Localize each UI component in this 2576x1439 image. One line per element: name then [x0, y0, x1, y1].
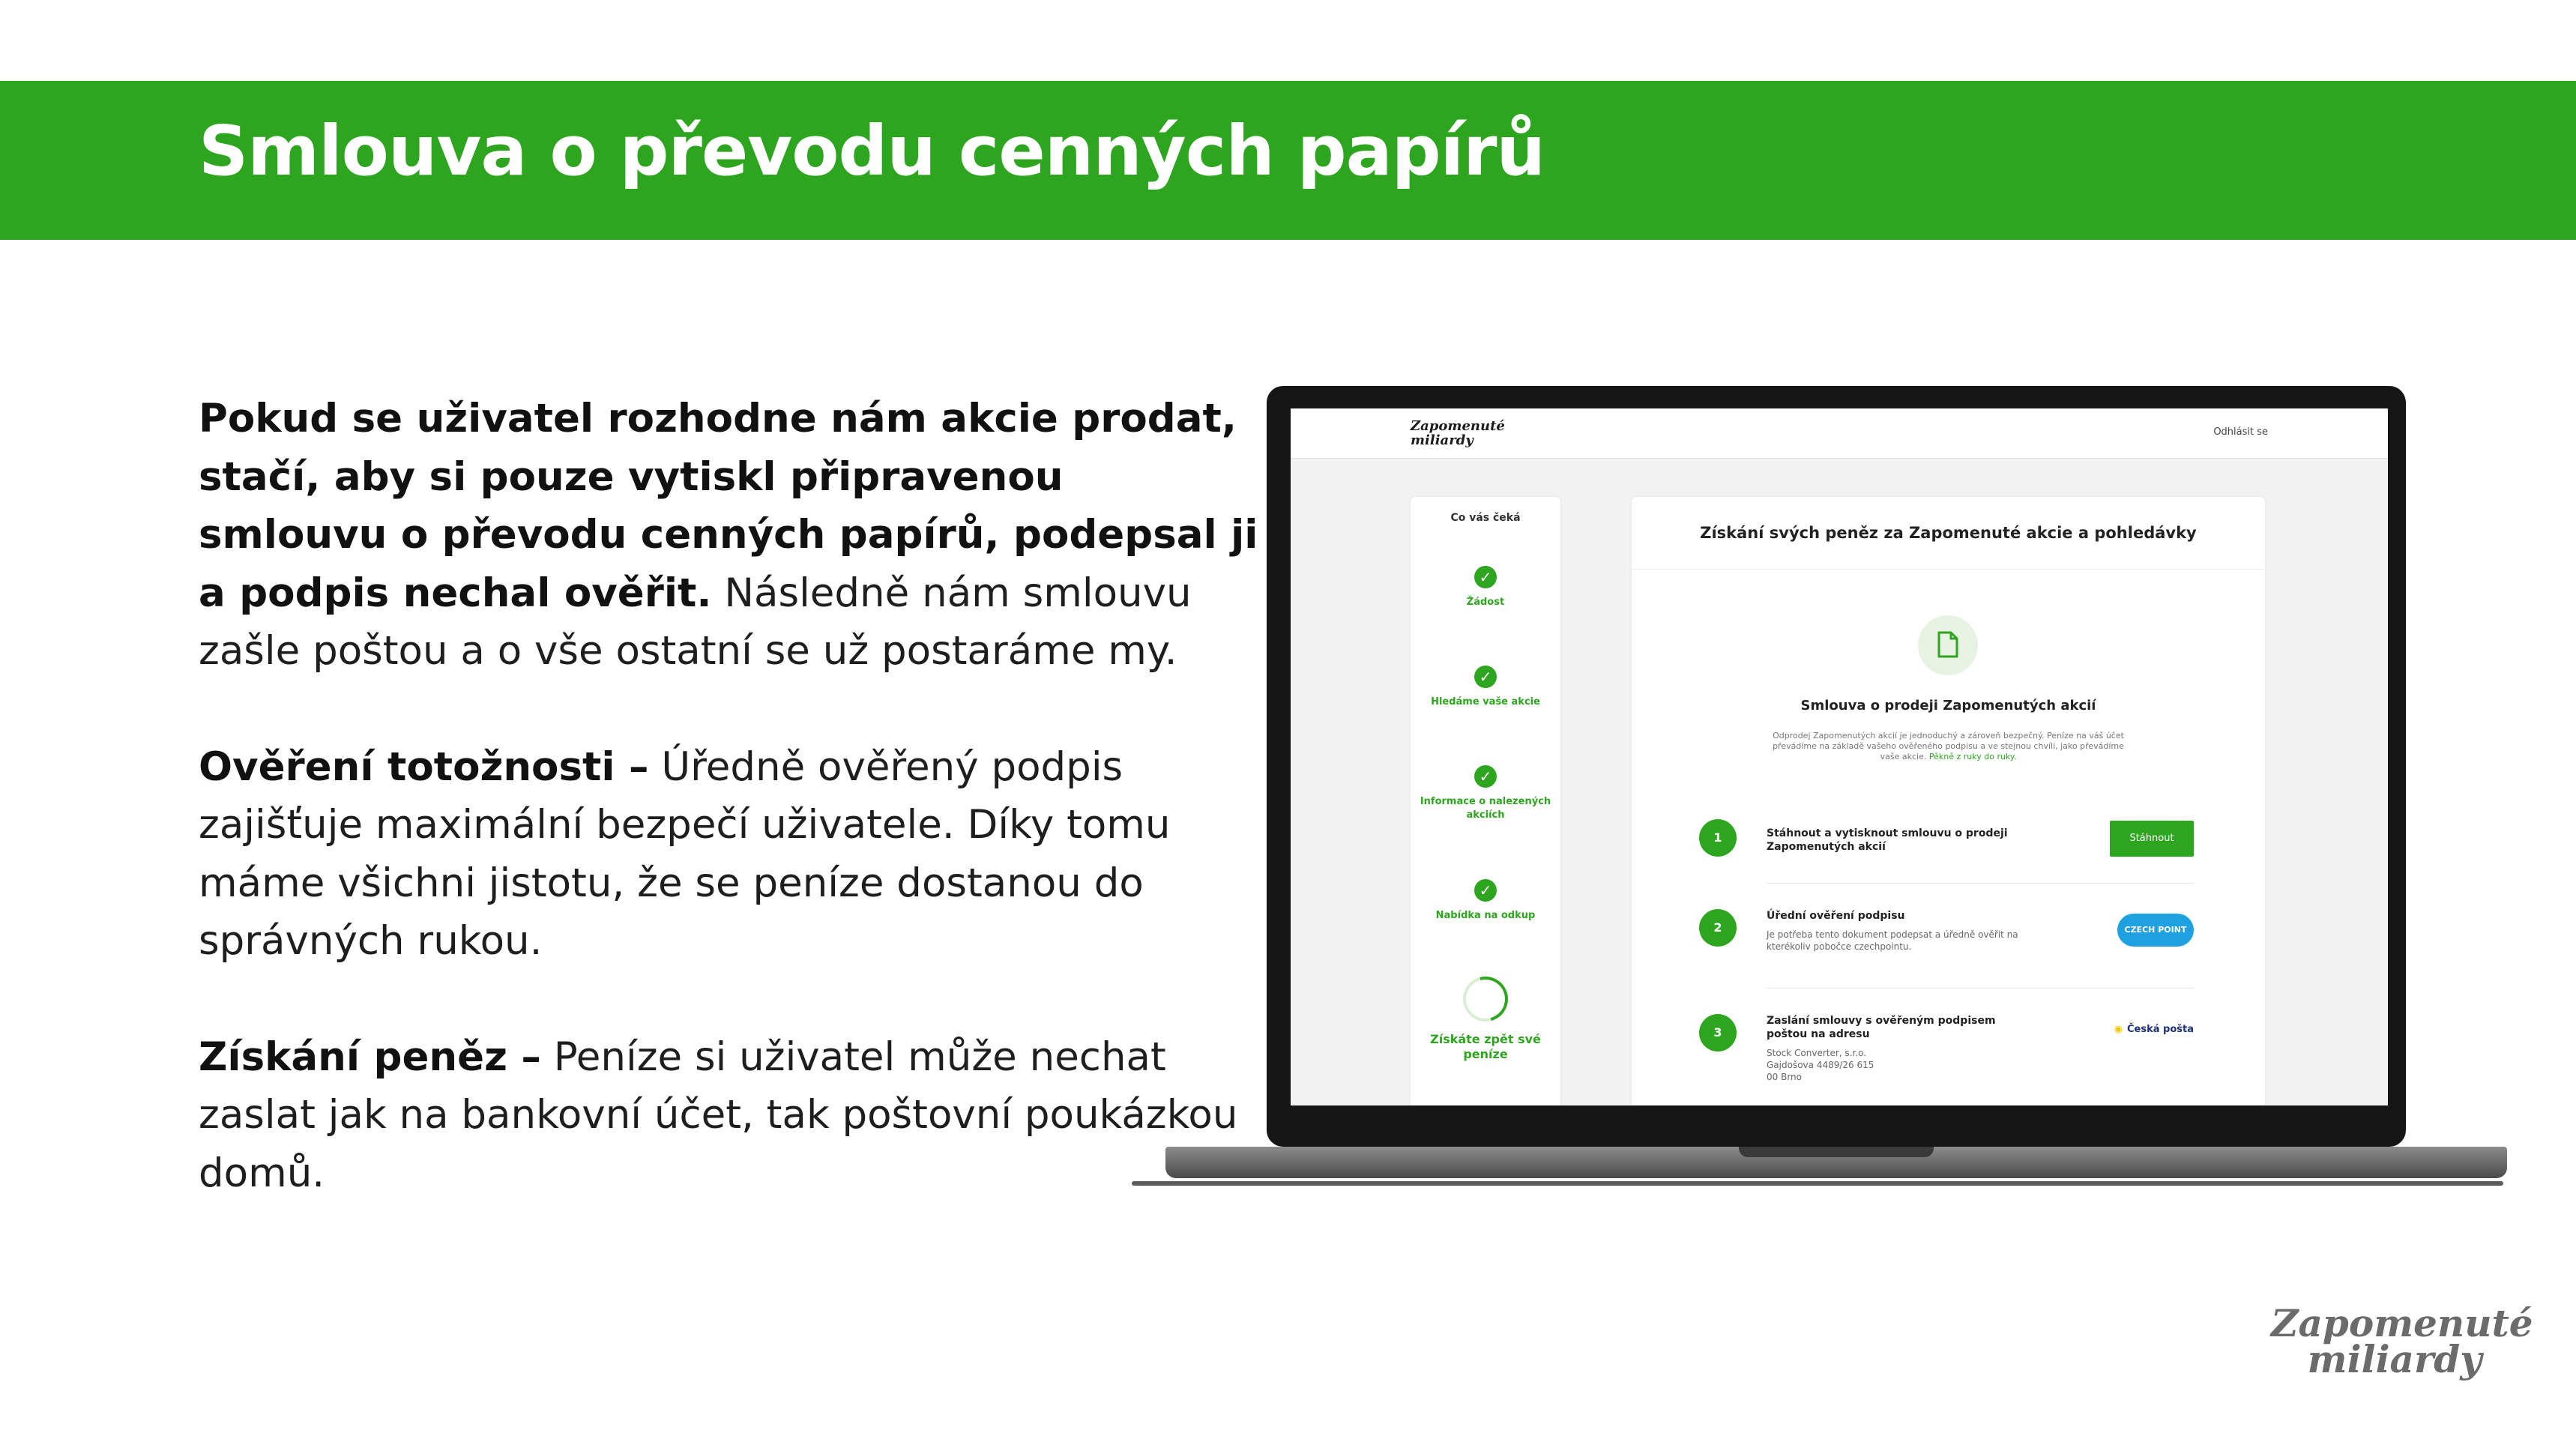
step-label: Informace o nalezených akciích [1420, 796, 1551, 821]
posta-label: Česká pošta [2126, 1024, 2194, 1035]
document-description [1767, 731, 2130, 762]
intro-paragraph [199, 390, 1263, 681]
row-divider [1767, 988, 2194, 989]
description-text [199, 390, 1263, 1260]
progress-ring-icon [1455, 968, 1516, 1030]
step-label: Nabídka na odkup [1435, 910, 1536, 921]
document-icon [1918, 615, 1978, 675]
row-title: Stáhnout a vytisknout smlouvu o prodeji Zapomenutých akcií [1767, 827, 2008, 853]
money-bold: Získání peněz – [199, 1034, 541, 1080]
step-label: Žádost [1466, 597, 1505, 608]
intro-rest: Následně nám smlouvu zašle poštou a o vše ostatní se už postaráme my. [199, 570, 1192, 674]
document-desc-text: Odprodej Zapomenutých akcií je jednoduchý a zároveň bezpečný. Peníze na váš účet převádíme na základě vašeho ověřeného podpisu a ve stejnou chvíli, jako převádíme vaše akcie. [1773, 731, 2124, 761]
row-number: 1 [1699, 819, 1737, 857]
identity-rest: Úředně ověřený podpis zajišťuje maximální bezpečí uživatele. Díky tomu máme všichni jistotu, že se peníze dostanou do správných rukou. [199, 743, 1171, 964]
steps-title: Co vás čeká [1450, 512, 1521, 524]
step-label-final: Získáte zpět své peníze [1430, 1032, 1541, 1061]
row-address: Stock Converter, s.r.o. Gajdošova 4489/26 615 00 Brno [1767, 1048, 1874, 1082]
row-number: 3 [1699, 1014, 1737, 1052]
row-number: 2 [1699, 909, 1737, 947]
laptop-notch [1739, 1147, 1934, 1157]
document-title: Smlouva o prodeji Zapomenutých akcií [1800, 698, 2096, 714]
money-rest: Peníze si uživatel může nechat zaslat jak na bankovní účet, tak poštovní poukázkou domů. [199, 1034, 1238, 1196]
title-banner [0, 81, 2576, 240]
check-icon: ✓ [1474, 666, 1497, 688]
step-item [1411, 879, 1560, 923]
row-title: Zaslání smlouvy s ověřeným podpisem poštou na adresu [1767, 1015, 1996, 1040]
app-topbar [1291, 408, 2388, 459]
post-horn-icon: ◉ [2114, 1024, 2123, 1035]
row-title: Úřední ověření podpisu [1767, 910, 1905, 922]
brand-logo: Zapomenuté miliardy [2271, 1301, 2533, 1381]
steps-panel [1411, 497, 1560, 1105]
identity-paragraph [199, 738, 1263, 971]
download-button[interactable]: Stáhnout [2110, 821, 2194, 857]
step-item [1411, 666, 1560, 709]
divider [1632, 569, 2265, 570]
page-title: Smlouva o převodu cenných papírů [199, 111, 1545, 191]
main-title: Získání svých peněz za Zapomenuté akcie a pohledávky [1700, 524, 2197, 542]
main-panel [1632, 497, 2265, 1105]
row-divider [1767, 883, 2194, 884]
laptop-shadow [1132, 1181, 2503, 1186]
czechpoint-logo[interactable]: CZECH POINT [2117, 914, 2194, 947]
logout-link[interactable]: Odhlásit se [2213, 426, 2268, 438]
row-description: Je potřeba tento dokument podepsat a úředně ověřit na kterékoliv pobočce czechpointu. [1767, 929, 2018, 952]
step-label: Hledáme vaše akcie [1431, 696, 1540, 708]
step-item [1411, 566, 1560, 609]
check-icon: ✓ [1474, 765, 1497, 788]
money-paragraph [199, 1028, 1263, 1203]
intro-bold: Pokud se uživatel rozhodne nám akcie prodat, stačí, aby si pouze vytiskl připravenou smlouvu o převodu cenných papírů, podepsal ji a podpis nechal ověřit. [199, 396, 1258, 616]
app-screenshot [1291, 408, 2388, 1105]
check-icon: ✓ [1474, 566, 1497, 588]
step-item [1411, 765, 1560, 822]
step-item-current [1411, 977, 1560, 1062]
identity-bold: Ověření totožnosti – [199, 743, 649, 790]
document-desc-link[interactable]: Pěkně z ruky do ruky. [1928, 752, 2017, 761]
check-icon: ✓ [1474, 879, 1497, 902]
laptop-screen [1267, 386, 2406, 1147]
app-logo[interactable]: Zapomenuté miliardy [1411, 418, 1505, 448]
ceska-posta-logo[interactable] [2104, 1019, 2194, 1041]
